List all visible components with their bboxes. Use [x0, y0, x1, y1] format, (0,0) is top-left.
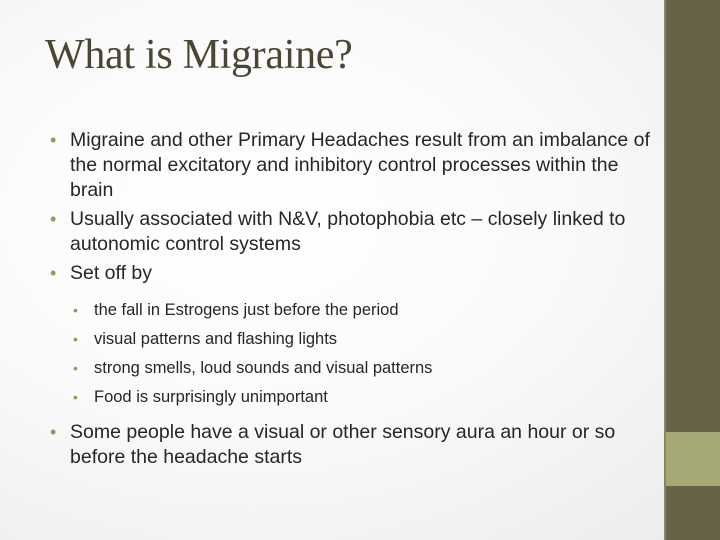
sub-bullet-item [67, 383, 650, 412]
bullet-list [50, 128, 650, 470]
sub-bullet-text: visual patterns and flashing lights [94, 330, 338, 348]
sub-bullet-text: the fall in Estrogens just before the period [94, 301, 399, 319]
sub-bullet-item [67, 354, 650, 383]
bullet-icon: • [50, 209, 57, 229]
bullet-item [50, 207, 650, 257]
sub-bullet-icon: • [73, 360, 78, 376]
bullet-icon: • [50, 422, 57, 442]
sub-bullet-icon: • [73, 389, 78, 405]
bullet-text: Some people have a visual or other sensory aura an hour or so before the headache starts [70, 421, 616, 468]
sub-bullet-list [70, 296, 650, 412]
sub-bullet-item [67, 296, 650, 325]
sub-bullet-icon: • [73, 302, 78, 318]
sub-bullet-text: Food is surprisingly unimportant [94, 388, 328, 406]
slide-title: What is Migraine? [45, 32, 353, 78]
bullet-icon: • [50, 263, 57, 283]
bullet-text: Migraine and other Primary Headaches result from an imbalance of the normal excitatory and inhibitory control processes within the brain [70, 129, 650, 201]
bullet-item [50, 128, 650, 203]
side-bar-accent [666, 432, 720, 486]
sub-bullet-item [67, 325, 650, 354]
bullet-icon: • [50, 130, 57, 150]
sub-bullet-text: strong smells, loud sounds and visual patterns [94, 359, 433, 377]
bullet-item [50, 420, 650, 470]
bullet-text: Usually associated with N&V, photophobia etc – closely linked to autonomic control systems [70, 208, 626, 255]
side-bar [666, 0, 720, 540]
bullet-text: Set off by [70, 262, 153, 284]
slide-content [50, 128, 650, 474]
bullet-item [50, 261, 650, 412]
sub-bullet-icon: • [73, 331, 78, 347]
